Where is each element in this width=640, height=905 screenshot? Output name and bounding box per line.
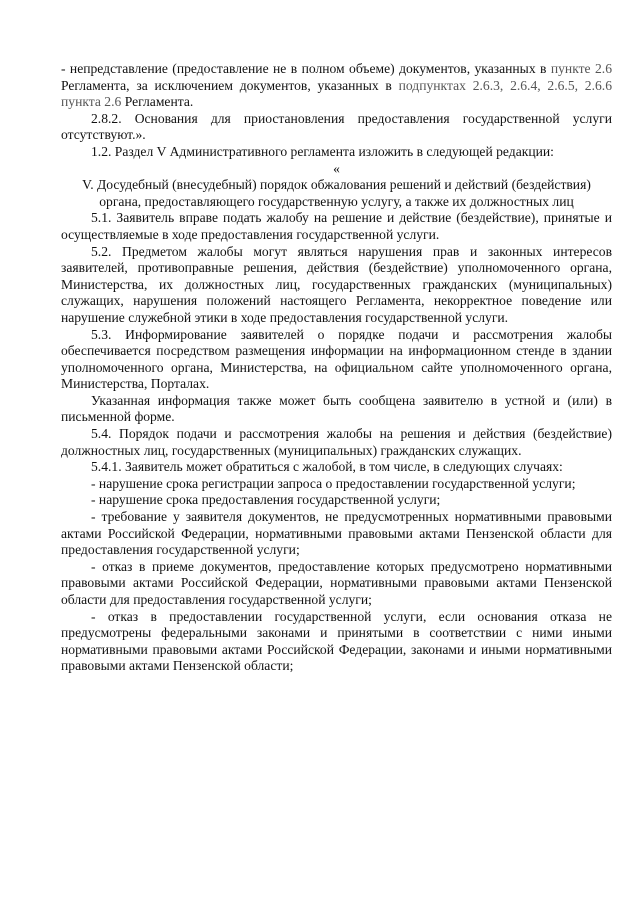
paragraph-text: - непредставление (предоставление не в полном объеме) документов, указанных в: [61, 61, 551, 76]
paragraph-text: Регламента, за исключением документов, указанных в: [61, 77, 399, 93]
paragraph-1-2: 1.2. Раздел V Административного регламента изложить в следующей редакции:: [91, 143, 554, 159]
paragraph-5-3: 5.3. Информирование заявителей о порядке подачи и рассмотрения жалобы обеспечивается посредством размещения информации на информационном стенде в здании уполномоченного органа, Министерства, на официальном сайте уполномоченного органа, Министерства, Порталах.: [61, 326, 612, 392]
list-item-extra-documents: - требование у заявителя документов, не предусмотренных нормативными правовыми актами Российской Федерации, нормативными правовыми актами Пензенской области для предоставления государственной услуги;: [61, 509, 612, 558]
paragraph-5-2: 5.2. Предметом жалобы могут являться нарушения прав и законных интересов заявителей, противоправные решения, действия (бездействие) уполномоченного органа, Министерства, их должностных лиц, государственных гражданских (муниципальных) служащих, нарушения положений настоящего Регламента, некорректное поведение или нарушение служебной этики в ходе предоставления государственной услуги.: [61, 243, 612, 325]
list-item-refusal-of-service: - отказ в предоставлении государственной услуги, если основания отказа не предусмотрены федеральными законами и принятыми в соответствии с ними иными нормативными правовыми актами Российской Федерации, законами и иными нормативными правовыми актами Пензенской области;: [61, 608, 612, 674]
paragraph-text: Регламента.: [121, 94, 194, 110]
list-item-service-deadline: - нарушение срока предоставления государственной услуги;: [91, 492, 441, 508]
paragraph-info-note: Указанная информация также может быть сообщена заявителю в устной и (или) в письменной форме.: [61, 392, 612, 425]
list-item-refusal-to-accept: - отказ в приеме документов, предоставление которых предусмотрено нормативными правовыми актами Российской Федерации, нормативными правовыми актами Пензенской области для предоставления государственной услуги;: [61, 558, 612, 607]
link-point-2-6[interactable]: пункте 2.6: [550, 61, 612, 76]
paragraph-5-4-1: 5.4.1. Заявитель может обратиться с жалобой, в том числе, в следующих случаях:: [91, 459, 563, 475]
section-v-heading: V. Досудебный (внесудебный) порядок обжалования решений и действий (бездействия) органа, предоставляющего государственную услугу, а также их должностных лиц: [82, 177, 591, 209]
list-item-registration-deadline: - нарушение срока регистрации запроса о предоставлении государственной услуги;: [91, 475, 576, 491]
link-subpoints-2-6-3-2-6-6[interactable]: подпунктах 2.6.3, 2.6.4, 2.6.5, 2.6.6 пункта 2.6: [61, 77, 612, 110]
paragraph-5-4: 5.4. Порядок подачи и рассмотрения жалобы на решения и действия (бездействие) должностных лиц, государственных (муниципальных) гражданских служащих.: [61, 426, 612, 458]
opening-quote: «: [333, 160, 340, 176]
paragraph-2-8-2: 2.8.2. Основания для приостановления предоставления государственной услуги отсутствуют.».: [61, 110, 612, 143]
paragraph-not-submitted-documents: [61, 61, 612, 111]
document-page: [61, 61, 612, 675]
paragraph-5-1: 5.1. Заявитель вправе подать жалобу на решение и действие (бездействие), принятые и осуществляемые в ходе предоставления государственной услуги.: [61, 210, 612, 242]
